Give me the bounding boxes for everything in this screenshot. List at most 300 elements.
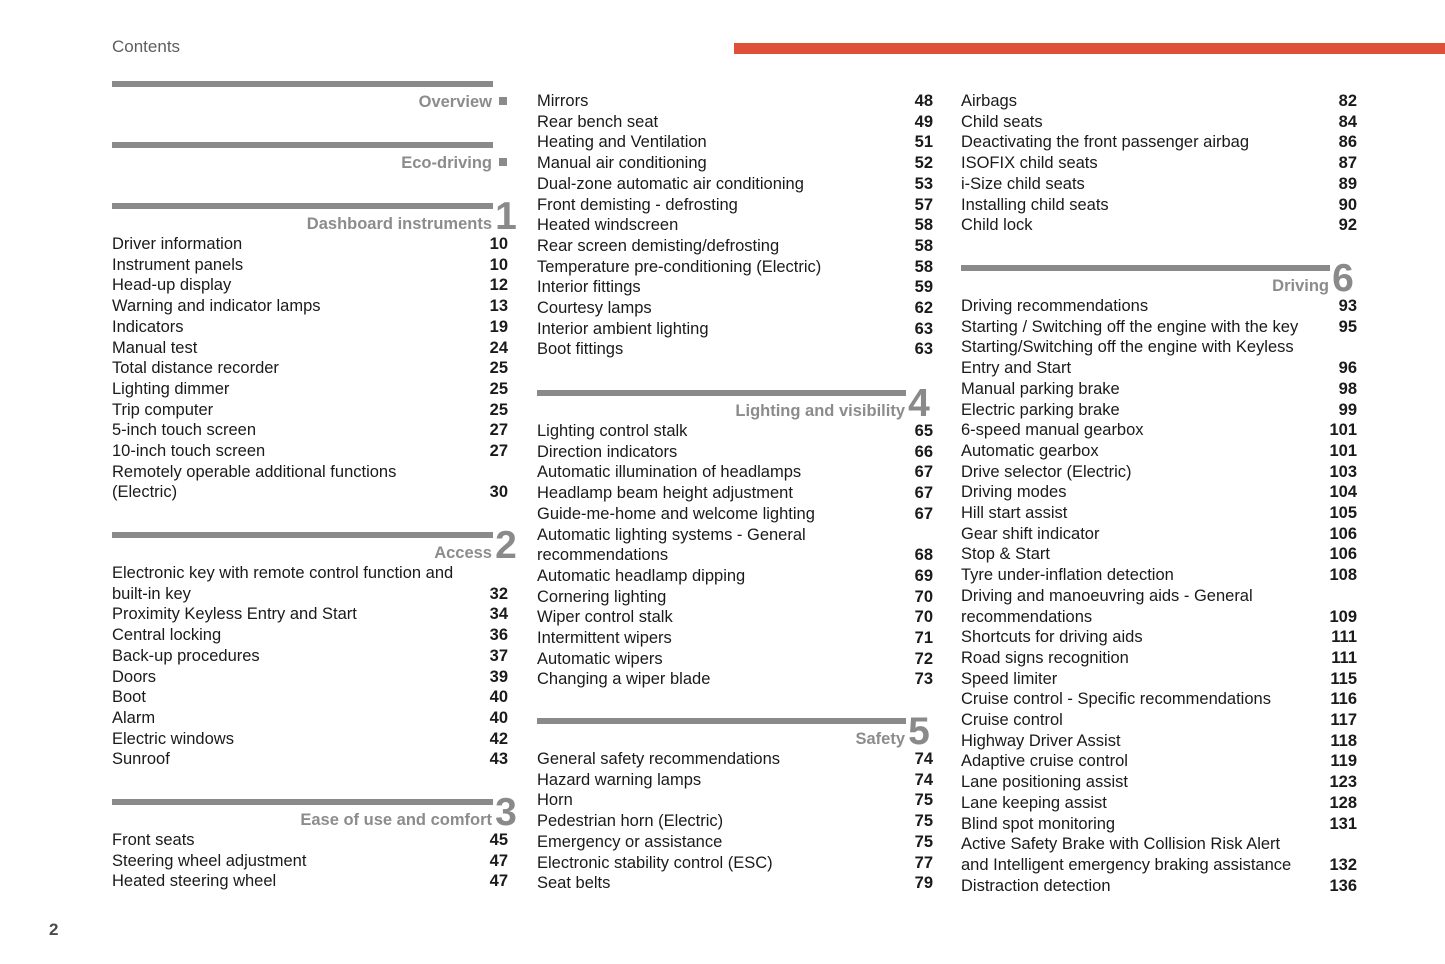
toc-entry-title: Automatic lighting systems - General: [537, 525, 806, 544]
toc-entry[interactable]: [537, 770, 933, 791]
toc-entry-title: Automatic gearbox: [961, 441, 1099, 460]
toc-entry[interactable]: [537, 504, 933, 525]
toc-entry-page: 40: [489, 688, 508, 707]
toc-entry-page: 131: [1329, 814, 1357, 833]
toc-entry-title: Entry and Start: [961, 359, 1072, 378]
toc-entry-page: 75: [914, 812, 933, 831]
toc-entry-page: 75: [914, 791, 933, 810]
toc-entry[interactable]: [537, 483, 933, 504]
toc-entry-page: 74: [914, 770, 933, 789]
page-header-title: Contents: [112, 37, 181, 56]
toc-entry[interactable]: [537, 607, 933, 628]
toc-entry-title: Installing child seats: [961, 195, 1109, 214]
toc-entry-page: 25: [489, 379, 508, 398]
toc-entry-title: Tyre under-inflation detection: [961, 566, 1174, 585]
toc-entry-page: 25: [489, 359, 508, 378]
toc-entry[interactable]: [961, 482, 1357, 503]
toc-entry-page: 118: [1330, 731, 1357, 750]
toc-entry[interactable]: [537, 277, 933, 298]
toc-entry[interactable]: [112, 871, 508, 892]
toc-entry-title: Instrument panels: [112, 255, 244, 274]
toc-entry-title: Indicators: [112, 317, 184, 336]
toc-entry-page: 136: [1329, 876, 1357, 895]
toc-entry[interactable]: [112, 563, 508, 584]
toc-entry-page: 62: [914, 299, 933, 317]
toc-entry-page: 77: [914, 853, 933, 872]
toc-entry-page: 43: [489, 750, 508, 769]
toc-entry[interactable]: [112, 275, 508, 296]
toc-entry[interactable]: [112, 687, 508, 708]
toc-entry[interactable]: [537, 525, 933, 546]
toc-entry[interactable]: [537, 442, 933, 463]
toc-entry-title: Manual parking brake: [961, 379, 1120, 398]
toc-entry[interactable]: [537, 132, 933, 153]
toc-entry-title: Courtesy lamps: [537, 299, 652, 317]
toc-entry-page: 101: [1329, 441, 1357, 460]
toc-entry[interactable]: [537, 545, 933, 566]
toc-entry-title: Blind spot monitoring: [961, 814, 1116, 833]
section-title[interactable]: Ease of use and comfort: [300, 811, 492, 829]
toc-entry-title: Trip computer: [112, 400, 214, 419]
toc-entry-page: 99: [1338, 400, 1357, 419]
toc-entry[interactable]: [961, 627, 1357, 648]
toc-entry-title: Front seats: [112, 831, 195, 849]
toc-entry-page: 101: [1329, 421, 1357, 440]
toc-entry-page: 106: [1329, 524, 1357, 543]
section-title[interactable]: Overview: [418, 93, 492, 111]
toc-entry[interactable]: [961, 793, 1357, 814]
toc-entry-title: Hazard warning lamps: [537, 770, 702, 789]
toc-entry-page: 59: [914, 278, 933, 297]
toc-entry-title: Cruise control - Specific recommendations: [961, 690, 1271, 709]
toc-entry[interactable]: [961, 215, 1357, 236]
section-title[interactable]: Access: [434, 544, 492, 562]
toc-entry[interactable]: [961, 91, 1357, 112]
toc-entry-title: Child lock: [961, 216, 1033, 235]
toc-entry-page: 79: [914, 874, 933, 893]
toc-entry-page: 58: [914, 257, 933, 276]
toc-entry[interactable]: [961, 814, 1357, 835]
section-square-icon: [499, 158, 507, 166]
toc-entry[interactable]: [961, 710, 1357, 731]
toc-entry[interactable]: [112, 584, 508, 605]
toc-entry-title: Lane keeping assist: [961, 793, 1107, 812]
section-divider: [112, 532, 493, 538]
toc-entry[interactable]: [537, 153, 933, 174]
toc-entry[interactable]: [961, 565, 1357, 586]
toc-entry-title: Rear screen demisting/defrosting: [537, 236, 780, 255]
section-title[interactable]: Lighting and visibility: [735, 402, 905, 420]
toc-entry-title: Lighting dimmer: [112, 379, 230, 398]
toc-entry-page: 49: [914, 112, 933, 131]
toc-entry-title: built-in key: [112, 584, 191, 603]
toc-entry-title: Automatic wipers: [537, 649, 663, 668]
toc-entry-title: Intermittent wipers: [537, 629, 672, 647]
toc-entry-title: Gear shift indicator: [961, 524, 1100, 543]
toc-entry[interactable]: [537, 421, 933, 442]
toc-entry[interactable]: [112, 462, 508, 483]
toc-entry[interactable]: [961, 379, 1357, 400]
toc-entry[interactable]: [112, 604, 508, 625]
toc-entry-page: 32: [489, 584, 508, 603]
toc-entry[interactable]: [537, 749, 933, 770]
toc-entry-page: 13: [489, 297, 508, 316]
toc-entry-title: Driver information: [112, 235, 243, 253]
toc-entry[interactable]: [961, 503, 1357, 524]
toc-entry-title: recommendations: [961, 607, 1093, 626]
toc-entry-page: 58: [914, 216, 933, 235]
toc-entry-title: Driving modes: [961, 483, 1067, 502]
toc-entry-title: Emergency or assistance: [537, 832, 723, 851]
toc-entry[interactable]: [537, 811, 933, 832]
toc-entry[interactable]: [537, 174, 933, 195]
toc-entry[interactable]: [537, 195, 933, 216]
toc-entry-title: Cruise control: [961, 711, 1063, 729]
toc-entry-title: Wiper control stalk: [537, 608, 673, 627]
toc-entry-title: Dual-zone automatic air conditioning: [537, 174, 804, 193]
toc-entry[interactable]: [961, 855, 1357, 876]
toc-entry-title: Sunroof: [112, 750, 170, 769]
section-divider: [112, 142, 493, 148]
toc-entry-title: Driving and manoeuvring aids - General: [961, 586, 1253, 605]
toc-entry[interactable]: [537, 319, 933, 340]
toc-entry-title: Active Safety Brake with Collision Risk Alert: [961, 835, 1281, 854]
toc-entry[interactable]: [112, 400, 508, 421]
toc-entry[interactable]: [961, 689, 1357, 710]
toc-entry[interactable]: [961, 153, 1357, 174]
toc-entry[interactable]: [961, 400, 1357, 421]
toc-entry-title: Boot fittings: [537, 340, 624, 359]
toc-entry[interactable]: [112, 317, 508, 338]
toc-entry[interactable]: [961, 462, 1357, 483]
toc-entry-title: Electronic stability control (ESC): [537, 853, 773, 872]
toc-entry-page: 48: [914, 92, 933, 110]
toc-entry-page: 57: [914, 195, 933, 214]
section-divider: [112, 203, 493, 209]
toc-entry[interactable]: [961, 586, 1357, 607]
toc-entry-page: 66: [914, 442, 933, 461]
toc-entry-page: 10: [489, 255, 508, 274]
toc-entry[interactable]: [961, 112, 1357, 133]
toc-entry-page: 92: [1338, 216, 1357, 235]
toc-entry-page: 95: [1338, 317, 1357, 336]
section-number: 4: [908, 382, 930, 425]
section-title[interactable]: Dashboard instruments: [306, 215, 492, 233]
toc-entry-page: 87: [1338, 154, 1357, 173]
section-number: 6: [1332, 257, 1354, 300]
toc-entry-page: 73: [914, 670, 933, 689]
toc-entry[interactable]: [537, 628, 933, 649]
toc-entry-page: 40: [489, 708, 508, 727]
toc-entry-page: 82: [1338, 92, 1357, 110]
toc-entry[interactable]: [961, 195, 1357, 216]
toc-entry[interactable]: [537, 462, 933, 483]
toc-entry-title: and Intelligent emergency braking assistance: [961, 855, 1292, 874]
toc-entry-title: General safety recommendations: [537, 750, 781, 768]
toc-entry-title: Driving recommendations: [961, 297, 1149, 315]
toc-entry-page: 27: [489, 421, 508, 440]
toc-entry-page: 36: [489, 626, 508, 645]
toc-entry[interactable]: [537, 339, 933, 360]
toc-entry-title: Electric parking brake: [961, 400, 1120, 419]
toc-entry-page: 27: [489, 442, 508, 460]
toc-entry[interactable]: [537, 587, 933, 608]
toc-entry[interactable]: [112, 358, 508, 379]
toc-entry[interactable]: [112, 338, 508, 359]
toc-entry-page: 42: [489, 729, 508, 748]
toc-entry[interactable]: [961, 731, 1357, 752]
toc-entry[interactable]: [537, 236, 933, 257]
toc-entry-title: Proximity Keyless Entry and Start: [112, 605, 357, 624]
toc-entry[interactable]: [961, 648, 1357, 669]
toc-entry-title: Total distance recorder: [112, 359, 279, 378]
toc-entry[interactable]: [112, 729, 508, 750]
toc-entry-title: 6-speed manual gearbox: [961, 421, 1144, 440]
toc-entry-title: Child seats: [961, 112, 1043, 131]
toc-entry-title: Automatic headlamp dipping: [537, 566, 746, 585]
toc-entry-title: Electronic key with remote control function and: [112, 564, 454, 582]
toc-entry-page: 71: [914, 629, 933, 647]
toc-entry-page: 104: [1329, 483, 1357, 502]
toc-entry-page: 75: [914, 832, 933, 851]
section-title[interactable]: Eco-driving: [401, 154, 492, 172]
toc-entry-title: Automatic illumination of headlamps: [537, 463, 802, 482]
toc-entry-page: 25: [489, 400, 508, 419]
toc-entry-page: 96: [1338, 359, 1357, 378]
toc-entry-page: 93: [1338, 297, 1357, 315]
toc-entry[interactable]: [112, 625, 508, 646]
toc-entry-page: 39: [489, 667, 508, 686]
toc-entry[interactable]: [112, 646, 508, 667]
toc-entry-title: Manual test: [112, 338, 198, 357]
toc-entry-page: 34: [489, 605, 508, 624]
toc-entry-title: Horn: [537, 791, 573, 810]
toc-entry-page: 109: [1329, 607, 1357, 626]
toc-entry[interactable]: [961, 296, 1357, 317]
toc-entry-title: Highway Driver Assist: [961, 731, 1121, 750]
toc-entry[interactable]: [537, 853, 933, 874]
toc-entry[interactable]: [537, 112, 933, 133]
toc-entry-title: Electric windows: [112, 729, 234, 748]
toc-entry[interactable]: [961, 317, 1357, 338]
toc-entry-page: 108: [1329, 566, 1357, 585]
toc-entry-page: 111: [1331, 628, 1357, 647]
toc-entry-page: 52: [914, 154, 933, 173]
section-divider: [112, 799, 493, 805]
toc-entry-title: Hill start assist: [961, 504, 1068, 522]
toc-entry[interactable]: [112, 296, 508, 317]
toc-entry-title: Speed limiter: [961, 669, 1058, 688]
section-number: 1: [495, 195, 517, 238]
toc-entry[interactable]: [961, 358, 1357, 379]
toc-entry-title: i-Size child seats: [961, 174, 1085, 193]
toc-entry-page: 45: [489, 831, 508, 849]
toc-entry-title: Heated windscreen: [537, 216, 679, 235]
toc-entry-title: Lane positioning assist: [961, 773, 1128, 792]
toc-entry-title: Pedestrian horn (Electric): [537, 812, 724, 831]
toc-entry[interactable]: [112, 749, 508, 770]
toc-entry-title: Front demisting - defrosting: [537, 195, 738, 214]
toc-entry-page: 63: [914, 319, 933, 338]
toc-entry[interactable]: [537, 832, 933, 853]
section-number: 3: [495, 791, 517, 834]
toc-entry-page: 51: [914, 133, 933, 152]
toc-entry[interactable]: [537, 649, 933, 670]
toc-entry-title: Interior ambient lighting: [537, 319, 709, 338]
toc-entry-page: 68: [914, 546, 933, 565]
toc-entry-title: Remotely operable additional functions: [112, 462, 397, 481]
toc-entry[interactable]: [537, 669, 933, 690]
toc-entry[interactable]: [537, 91, 933, 112]
toc-entry[interactable]: [537, 257, 933, 278]
toc-entry[interactable]: [961, 337, 1357, 358]
toc-entry[interactable]: [537, 298, 933, 319]
toc-entry-page: 111: [1331, 648, 1357, 667]
section-divider: [112, 81, 493, 87]
toc-entry-title: Doors: [112, 667, 157, 686]
toc-entry[interactable]: [961, 441, 1357, 462]
toc-entry-title: 10-inch touch screen: [112, 442, 266, 460]
toc-entry-title: Temperature pre-conditioning (Electric): [537, 257, 822, 276]
toc-entry[interactable]: [537, 215, 933, 236]
page-number: 2: [49, 920, 59, 939]
toc-entry-page: 53: [914, 174, 933, 193]
section-title[interactable]: Safety: [855, 730, 905, 748]
toc-entry[interactable]: [112, 482, 508, 503]
toc-entry[interactable]: [112, 420, 508, 441]
toc-entry-page: 89: [1338, 174, 1357, 193]
toc-entry[interactable]: [537, 790, 933, 811]
toc-entry-page: 86: [1338, 133, 1357, 152]
toc-entry-page: 10: [489, 235, 508, 253]
toc-entry-title: Starting / Switching off the engine with the key: [961, 317, 1299, 336]
toc-entry-title: Lighting control stalk: [537, 422, 688, 440]
toc-entry-page: 30: [489, 483, 508, 502]
toc-entry-title: Airbags: [961, 92, 1017, 110]
section-number: 5: [908, 710, 930, 753]
toc-entry-page: 69: [914, 566, 933, 585]
toc-entry-title: Changing a wiper blade: [537, 670, 711, 689]
toc-entry-page: 106: [1329, 545, 1357, 564]
toc-entry-page: 12: [489, 276, 508, 295]
toc-entry-title: Road signs recognition: [961, 648, 1129, 667]
section-divider: [961, 265, 1330, 271]
toc-entry[interactable]: [112, 379, 508, 400]
toc-entry-title: Manual air conditioning: [537, 154, 707, 173]
toc-entry[interactable]: [961, 669, 1357, 690]
section-square-icon: [499, 97, 507, 105]
toc-entry-title: Interior fittings: [537, 278, 641, 297]
section-title[interactable]: Driving: [1272, 277, 1329, 295]
toc-entry[interactable]: [961, 420, 1357, 441]
header-accent-bar: [734, 43, 1445, 54]
toc-entry[interactable]: [112, 255, 508, 276]
toc-entry-page: 72: [914, 649, 933, 668]
toc-entry[interactable]: [961, 772, 1357, 793]
toc-entry-title: Head-up display: [112, 276, 232, 295]
toc-entry-title: Central locking: [112, 626, 222, 645]
toc-entry-title: Heating and Ventilation: [537, 133, 707, 152]
section-divider: [537, 718, 906, 724]
toc-entry[interactable]: [961, 174, 1357, 195]
toc-entry-page: 117: [1330, 711, 1357, 729]
toc-entry-page: 116: [1330, 690, 1357, 709]
toc-entry-page: 70: [914, 587, 933, 606]
toc-entry-title: Headlamp beam height adjustment: [537, 484, 793, 503]
toc-entry-page: 105: [1329, 504, 1357, 522]
toc-entry-title: Cornering lighting: [537, 587, 667, 606]
toc-entry[interactable]: [112, 851, 508, 872]
toc-entry-page: 132: [1329, 855, 1357, 874]
toc-entry-title: Distraction detection: [961, 876, 1111, 895]
toc-entry-title: Steering wheel adjustment: [112, 851, 307, 870]
toc-entry-title: Heated steering wheel: [112, 872, 277, 891]
toc-entry[interactable]: [112, 667, 508, 688]
toc-entry-title: Back-up procedures: [112, 646, 260, 665]
toc-entry[interactable]: [112, 441, 508, 462]
toc-entry[interactable]: [961, 607, 1357, 628]
toc-entry-page: 90: [1338, 195, 1357, 214]
toc-entry[interactable]: [961, 132, 1357, 153]
toc-entry-title: Adaptive cruise control: [961, 752, 1128, 771]
toc-entry-title: Deactivating the front passenger airbag: [961, 133, 1250, 152]
toc-entry-title: (Electric): [112, 483, 178, 502]
toc-entry-page: 84: [1338, 112, 1357, 131]
toc-entry-page: 67: [914, 484, 933, 503]
toc-entry-page: 70: [914, 608, 933, 627]
toc-entry-page: 24: [489, 338, 508, 357]
section-divider: [537, 390, 906, 396]
toc-entry-title: Guide-me-home and welcome lighting: [537, 504, 815, 523]
toc-entry-title: Drive selector (Electric): [961, 462, 1132, 481]
toc-entry[interactable]: [961, 876, 1357, 897]
toc-entry-page: 115: [1330, 669, 1357, 688]
toc-entry-title: recommendations: [537, 546, 669, 565]
toc-entry-page: 74: [914, 750, 933, 768]
toc-entry-title: Rear bench seat: [537, 112, 659, 131]
toc-entry[interactable]: [112, 234, 508, 255]
toc-entry-page: 63: [914, 340, 933, 359]
toc-entry-page: 67: [914, 504, 933, 523]
toc-entry-title: Alarm: [112, 708, 156, 727]
toc-entry-page: 98: [1338, 379, 1357, 398]
toc-entry-page: 47: [489, 851, 508, 870]
toc-entry[interactable]: [537, 566, 933, 587]
toc-entry[interactable]: [961, 751, 1357, 772]
toc-entry[interactable]: [112, 708, 508, 729]
toc-entry-page: 103: [1329, 462, 1357, 481]
toc-entry-page: 128: [1329, 793, 1357, 812]
toc-entry-title: Warning and indicator lamps: [112, 297, 321, 316]
toc-entry[interactable]: [537, 873, 933, 894]
toc-entry[interactable]: [961, 524, 1357, 545]
toc-entry-title: Starting/Switching off the engine with Keyless: [961, 338, 1294, 357]
toc-entry[interactable]: [961, 834, 1357, 855]
toc-entry-page: 37: [489, 646, 508, 665]
toc-entry-title: Direction indicators: [537, 442, 678, 461]
toc-entry-title: Shortcuts for driving aids: [961, 628, 1143, 647]
toc-entry-page: 65: [914, 422, 933, 440]
toc-entry[interactable]: [961, 544, 1357, 565]
toc-entry-page: 58: [914, 236, 933, 255]
toc-entry-page: 119: [1330, 752, 1357, 771]
toc-entry-title: Boot: [112, 688, 146, 707]
section-number: 2: [495, 524, 517, 567]
toc-entry-title: Stop & Start: [961, 545, 1050, 564]
toc-entry-page: 47: [489, 872, 508, 891]
toc-entry-page: 67: [914, 463, 933, 482]
toc-entry[interactable]: [112, 830, 508, 851]
